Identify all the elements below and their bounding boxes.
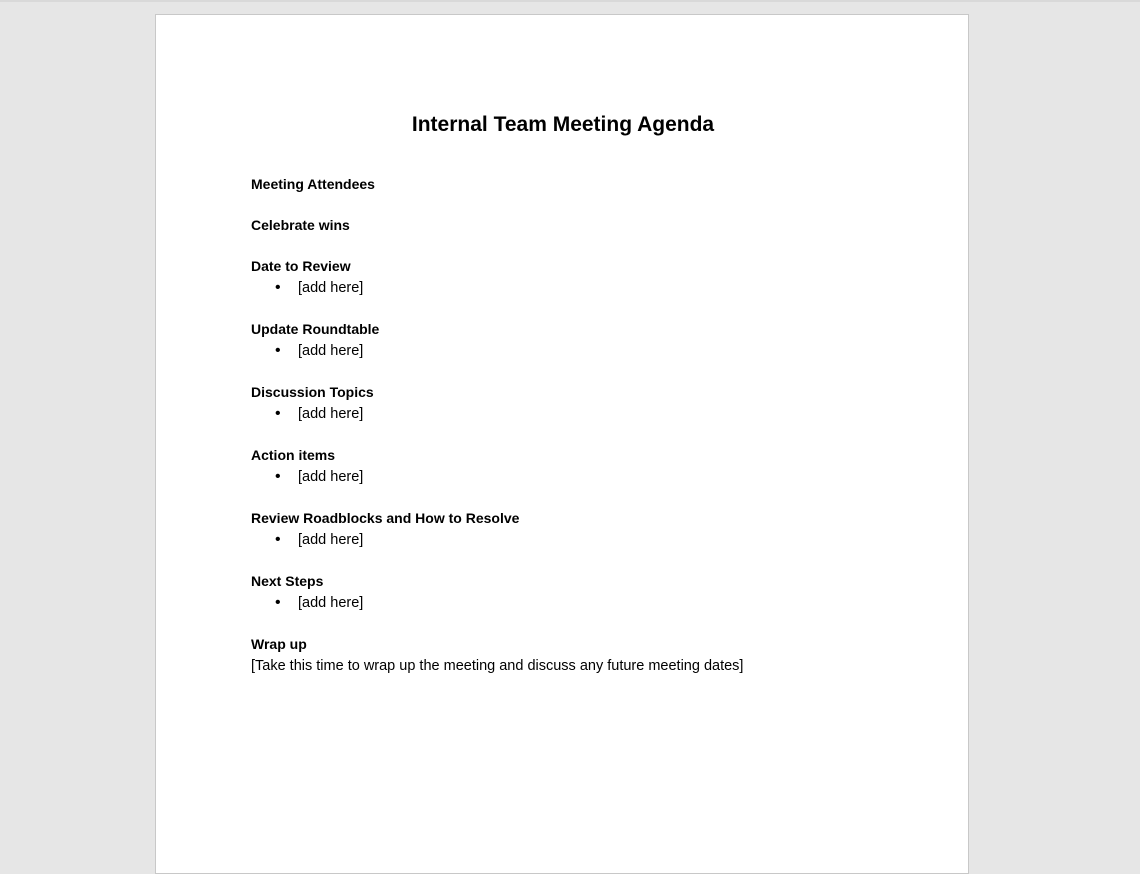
wrap-up-text[interactable]: [Take this time to wrap up the meeting and discuss any future meeting dates] xyxy=(251,658,744,674)
document-page[interactable] xyxy=(155,14,969,874)
section-meeting-attendees xyxy=(251,173,891,195)
bullet-icon: • xyxy=(275,279,281,296)
bullet-text[interactable]: [add here] xyxy=(298,343,364,359)
bullet-item[interactable] xyxy=(251,403,891,425)
bullet-text[interactable]: [add here] xyxy=(298,406,364,422)
bullet-icon: • xyxy=(275,342,281,359)
section-heading[interactable]: Meeting Attendees xyxy=(251,176,375,192)
section-review-roadblocks xyxy=(251,507,891,551)
document-body[interactable] xyxy=(251,173,891,696)
document-title[interactable]: Internal Team Meeting Agenda xyxy=(411,113,715,136)
section-action-items xyxy=(251,444,891,488)
bullet-text[interactable]: [add here] xyxy=(298,595,364,611)
bullet-text[interactable]: [add here] xyxy=(298,469,364,485)
section-date-to-review xyxy=(251,255,891,299)
section-update-roundtable xyxy=(251,318,891,362)
bullet-item[interactable] xyxy=(251,340,891,362)
bullet-item[interactable] xyxy=(251,529,891,551)
bullet-text[interactable]: [add here] xyxy=(298,280,364,296)
bullet-icon: • xyxy=(275,405,281,422)
bullet-item[interactable] xyxy=(251,466,891,488)
section-heading[interactable]: Date to Review xyxy=(251,258,351,274)
section-heading[interactable]: Action items xyxy=(251,447,336,463)
bullet-icon: • xyxy=(275,468,281,485)
section-wrap-up xyxy=(251,633,891,677)
section-celebrate-wins xyxy=(251,214,891,236)
section-discussion-topics xyxy=(251,381,891,425)
bullet-icon: • xyxy=(275,594,281,611)
section-heading[interactable]: Review Roadblocks and How to Resolve xyxy=(251,510,520,526)
section-heading[interactable]: Celebrate wins xyxy=(251,217,350,233)
window-top-edge xyxy=(0,0,1140,2)
section-heading[interactable]: Wrap up xyxy=(251,636,307,652)
bullet-item[interactable] xyxy=(251,277,891,299)
bullet-icon: • xyxy=(275,531,281,548)
section-heading[interactable]: Next Steps xyxy=(251,573,324,589)
section-heading[interactable]: Update Roundtable xyxy=(251,321,380,337)
bullet-text[interactable]: [add here] xyxy=(298,532,364,548)
section-next-steps xyxy=(251,570,891,614)
section-heading[interactable]: Discussion Topics xyxy=(251,384,374,400)
bullet-item[interactable] xyxy=(251,592,891,614)
